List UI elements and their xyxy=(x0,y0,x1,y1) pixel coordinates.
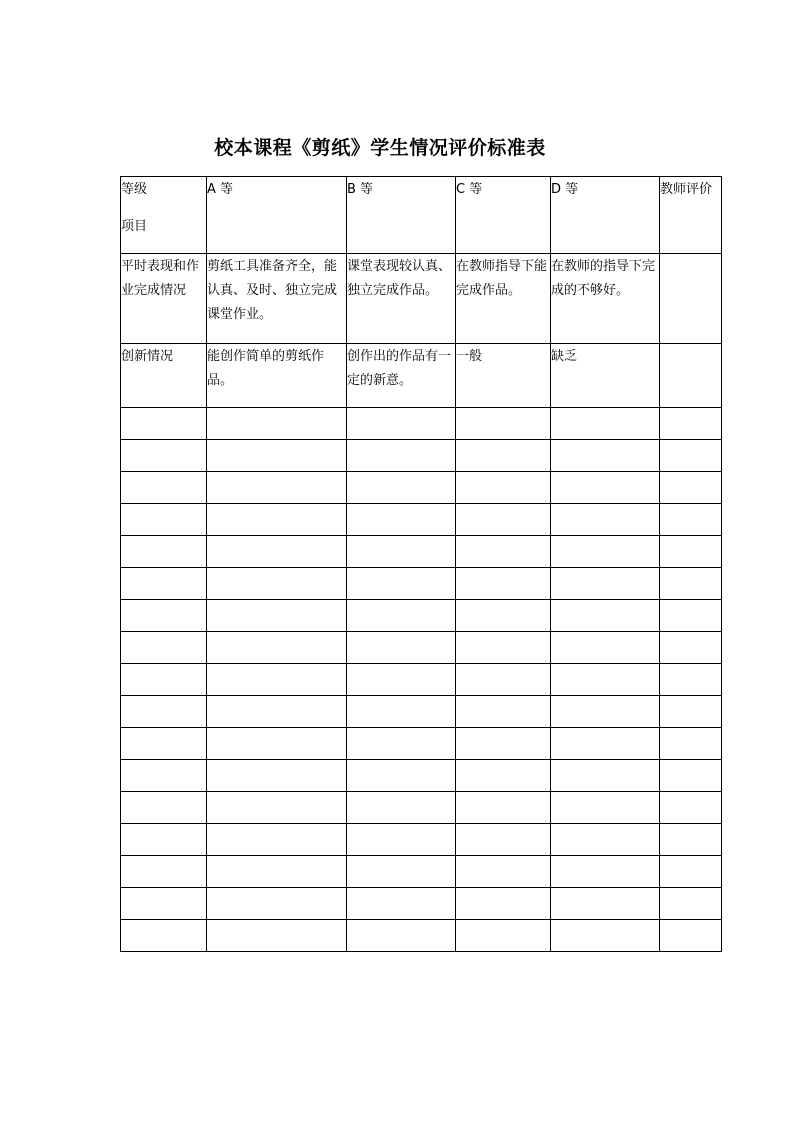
blank-row xyxy=(121,536,722,568)
blank-cell[interactable] xyxy=(456,600,551,632)
teacher-eval-cell[interactable] xyxy=(660,344,722,408)
blank-cell[interactable] xyxy=(347,504,456,536)
blank-cell[interactable] xyxy=(121,792,207,824)
blank-row xyxy=(121,504,722,536)
header-cell-b: B 等 xyxy=(347,177,456,254)
blank-cell[interactable] xyxy=(456,792,551,824)
blank-cell[interactable] xyxy=(347,408,456,440)
table-row xyxy=(121,344,722,408)
blank-cell[interactable] xyxy=(660,664,722,696)
grade-b-cell: 课堂表现较认真、独立完成作品。 xyxy=(347,254,456,344)
blank-cell[interactable] xyxy=(347,632,456,664)
blank-row xyxy=(121,760,722,792)
blank-cell[interactable] xyxy=(207,568,347,600)
blank-cell[interactable] xyxy=(551,856,660,888)
header-row xyxy=(121,177,722,254)
blank-cell[interactable] xyxy=(456,824,551,856)
blank-cell[interactable] xyxy=(121,472,207,504)
blank-cell[interactable] xyxy=(456,664,551,696)
blank-cell[interactable] xyxy=(207,504,347,536)
header-cell-a: A 等 xyxy=(207,177,347,254)
blank-cell[interactable] xyxy=(456,632,551,664)
blank-rows xyxy=(121,408,722,952)
blank-cell[interactable] xyxy=(121,824,207,856)
blank-cell[interactable] xyxy=(121,408,207,440)
item-label: 项目 xyxy=(121,219,148,234)
blank-row xyxy=(121,792,722,824)
blank-cell[interactable] xyxy=(551,536,660,568)
blank-cell[interactable] xyxy=(660,600,722,632)
blank-cell[interactable] xyxy=(121,888,207,920)
blank-cell[interactable] xyxy=(347,856,456,888)
grade-c-cell: 一般 xyxy=(456,344,551,408)
blank-cell[interactable] xyxy=(347,792,456,824)
blank-cell[interactable] xyxy=(551,888,660,920)
blank-cell[interactable] xyxy=(121,920,207,952)
blank-cell[interactable] xyxy=(456,440,551,472)
blank-cell[interactable] xyxy=(551,728,660,760)
grade-c-cell: 在教师指导下能完成作品。 xyxy=(456,254,551,344)
blank-cell[interactable] xyxy=(207,440,347,472)
blank-row xyxy=(121,824,722,856)
blank-cell[interactable] xyxy=(551,792,660,824)
blank-cell[interactable] xyxy=(347,920,456,952)
blank-cell[interactable] xyxy=(660,632,722,664)
blank-cell[interactable] xyxy=(551,472,660,504)
blank-cell[interactable] xyxy=(551,408,660,440)
blank-cell[interactable] xyxy=(660,920,722,952)
blank-cell[interactable] xyxy=(121,760,207,792)
blank-cell[interactable] xyxy=(456,408,551,440)
blank-cell[interactable] xyxy=(456,760,551,792)
blank-cell[interactable] xyxy=(551,632,660,664)
blank-cell[interactable] xyxy=(456,472,551,504)
blank-cell[interactable] xyxy=(347,600,456,632)
header-cell-c: C 等 xyxy=(456,177,551,254)
blank-cell[interactable] xyxy=(660,536,722,568)
blank-cell[interactable] xyxy=(660,472,722,504)
blank-cell[interactable] xyxy=(456,504,551,536)
blank-cell[interactable] xyxy=(551,568,660,600)
blank-cell[interactable] xyxy=(347,888,456,920)
blank-cell[interactable] xyxy=(551,440,660,472)
blank-cell[interactable] xyxy=(347,664,456,696)
blank-cell[interactable] xyxy=(456,920,551,952)
header-cell-d: D 等 xyxy=(551,177,660,254)
blank-row xyxy=(121,472,722,504)
evaluation-table xyxy=(120,176,722,952)
blank-cell[interactable] xyxy=(347,696,456,728)
blank-cell[interactable] xyxy=(207,664,347,696)
blank-row xyxy=(121,728,722,760)
blank-cell[interactable] xyxy=(660,504,722,536)
blank-row xyxy=(121,440,722,472)
blank-cell[interactable] xyxy=(551,824,660,856)
blank-cell[interactable] xyxy=(347,440,456,472)
blank-row xyxy=(121,408,722,440)
blank-cell[interactable] xyxy=(660,568,722,600)
blank-cell[interactable] xyxy=(207,472,347,504)
blank-cell[interactable] xyxy=(347,536,456,568)
blank-cell[interactable] xyxy=(207,888,347,920)
blank-cell[interactable] xyxy=(207,760,347,792)
header-corner-cell xyxy=(121,177,207,254)
blank-cell[interactable] xyxy=(660,856,722,888)
blank-cell[interactable] xyxy=(121,856,207,888)
blank-cell[interactable] xyxy=(660,760,722,792)
header-cell-teacher-eval: 教师评价 xyxy=(660,177,722,254)
blank-cell[interactable] xyxy=(456,728,551,760)
blank-cell[interactable] xyxy=(121,536,207,568)
blank-cell[interactable] xyxy=(121,440,207,472)
teacher-eval-cell[interactable] xyxy=(660,254,722,344)
grade-a-cell: 剪纸工具准备齐全，能认真、及时、独立完成课堂作业。 xyxy=(207,254,347,344)
blank-cell[interactable] xyxy=(121,696,207,728)
blank-cell[interactable] xyxy=(207,600,347,632)
blank-cell[interactable] xyxy=(660,792,722,824)
blank-cell[interactable] xyxy=(121,568,207,600)
page-title: 校本课程《剪纸》学生情况评价标准表 xyxy=(214,137,546,159)
blank-cell[interactable] xyxy=(660,440,722,472)
grade-a-cell: 能创作简单的剪纸作品。 xyxy=(207,344,347,408)
blank-row xyxy=(121,696,722,728)
table-row xyxy=(121,254,722,344)
blank-row xyxy=(121,888,722,920)
blank-cell[interactable] xyxy=(551,696,660,728)
blank-row xyxy=(121,568,722,600)
blank-cell[interactable] xyxy=(121,600,207,632)
blank-cell[interactable] xyxy=(551,920,660,952)
blank-cell[interactable] xyxy=(551,600,660,632)
blank-row xyxy=(121,664,722,696)
grade-label: 等级 xyxy=(121,182,148,197)
blank-cell[interactable] xyxy=(456,856,551,888)
blank-cell[interactable] xyxy=(551,504,660,536)
blank-cell[interactable] xyxy=(551,760,660,792)
blank-cell[interactable] xyxy=(207,824,347,856)
blank-cell[interactable] xyxy=(207,408,347,440)
blank-cell[interactable] xyxy=(551,664,660,696)
blank-row xyxy=(121,600,722,632)
blank-cell[interactable] xyxy=(660,408,722,440)
blank-cell[interactable] xyxy=(347,824,456,856)
blank-cell[interactable] xyxy=(456,536,551,568)
blank-cell[interactable] xyxy=(207,728,347,760)
blank-row xyxy=(121,632,722,664)
blank-cell[interactable] xyxy=(207,536,347,568)
blank-cell[interactable] xyxy=(347,728,456,760)
blank-cell[interactable] xyxy=(456,888,551,920)
grade-d-cell: 缺乏 xyxy=(551,344,660,408)
blank-cell[interactable] xyxy=(660,824,722,856)
blank-cell[interactable] xyxy=(347,760,456,792)
blank-cell[interactable] xyxy=(660,728,722,760)
blank-cell[interactable] xyxy=(121,632,207,664)
blank-cell[interactable] xyxy=(456,568,551,600)
item-cell: 平时表现和作业完成情况 xyxy=(121,254,207,344)
blank-cell[interactable] xyxy=(456,696,551,728)
blank-cell[interactable] xyxy=(207,792,347,824)
blank-cell[interactable] xyxy=(207,632,347,664)
blank-cell[interactable] xyxy=(121,504,207,536)
grade-d-cell: 在教师的指导下完成的不够好。 xyxy=(551,254,660,344)
item-cell: 创新情况 xyxy=(121,344,207,408)
grade-b-cell: 创作出的作品有一定的新意。 xyxy=(347,344,456,408)
blank-cell[interactable] xyxy=(347,568,456,600)
blank-row xyxy=(121,920,722,952)
blank-cell[interactable] xyxy=(207,920,347,952)
blank-cell[interactable] xyxy=(121,728,207,760)
blank-row xyxy=(121,856,722,888)
blank-cell[interactable] xyxy=(660,696,722,728)
blank-cell[interactable] xyxy=(660,888,722,920)
blank-cell[interactable] xyxy=(207,856,347,888)
blank-cell[interactable] xyxy=(121,664,207,696)
blank-cell[interactable] xyxy=(207,696,347,728)
blank-cell[interactable] xyxy=(347,472,456,504)
